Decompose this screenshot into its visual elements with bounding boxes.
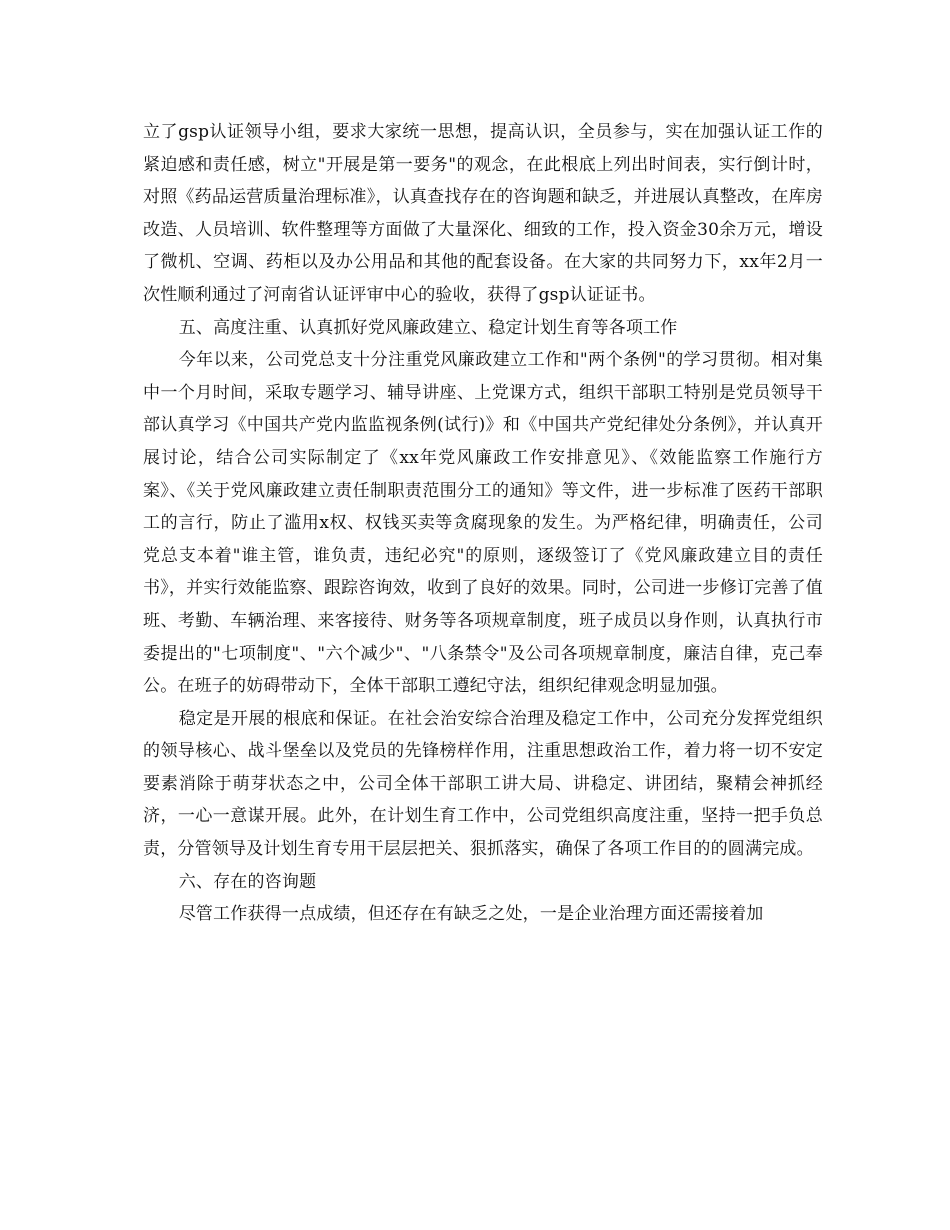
paragraph-party-conduct: 今年以来，公司党总支十分注重党风廉政建立工作和"两个条例"的学习贯彻。相对集中一个月时间，采取专题学习、辅导讲座、上党课方式，组织干部职工特别是党员领导干部认真学习《中国共产党内监监视条例(试行)》和《中国共产党纪律处分条例》，并认真开展讨论，结合公司实际制定了《xx年党风廉政工作安排意见》、《效能监察工作施行方案》、《关于党风廉政建立责任制职责范围分工的通知》等文件，进一步标准了医药干部职工的言行，防止了滥用x权、权钱买卖等贪腐现象的发生。为严格纪律，明确责任，公司党总支本着"谁主管，谁负责，违纪必究"的原则，逐级签订了《党风廉政建立目的责任书》，并实行效能监察、跟踪咨询效，收到了良好的效果。同时，公司进一步修订完善了值班、考勤、车辆治理、来客接待、财务等各项规章制度，班子成员以身作则，认真执行市委提出的"七项制度"、"六个减少"、"八条禁令"及公司各项规章制度，廉洁自律，克己奉公。在班子的妨碍带动下，全体干部职工遵纪守法，组织纪律观念明显加强。 [143,350,823,697]
section-heading-five: 五、高度注重、认真抓好党风廉政建立、稳定计划生育等各项工作 [178,317,678,338]
paragraph-existing-problems: 尽管工作获得一点成绩，但还存在有缺乏之处，一是企业治理方面还需接着加 [178,904,764,925]
section-heading-six: 六、存在的咨询题 [178,871,317,892]
paragraph-gsp-certification: 立了gsp认证领导小组，要求大家统一思想，提高认识，全员参与，实在加强认证工作的紧迫感和责任感，树立"开展是第一要务"的观念，在此根底上列出时间表，实行倒计时，对照《药品运营质量治理标准》，认真查找存在的咨询题和缺乏，并进展认真整改，在库房改造、人员培训、软件整理等方面做了大量深化、细致的工作，投入资金30余万元，增设了微机、空调、药柜以及办公用品和其他的配套设备。在大家的共同努力下，xx年2月一次性顺利通过了河南省认证评审中心的验收，获得了gsp认证证书。 [143,122,823,305]
paragraph-stability: 稳定是开展的根底和保证。在社会治安综合治理及稳定工作中，公司充分发挥党组织的领导核心、战斗堡垒以及党员的先锋榜样作用，注重思想政治工作，着力将一切不安定要素消除于萌芽状态之中，公司全体干部职工讲大局、讲稳定、讲团结，聚精会神抓经济，一心一意谋开展。此外，在计划生育工作中，公司党组织高度注重，坚持一把手负总责，分管领导及计划生育专用干层层把关、狠抓落实，确保了各项工作目的的圆满完成。 [143,708,823,860]
document-body [143,116,823,931]
